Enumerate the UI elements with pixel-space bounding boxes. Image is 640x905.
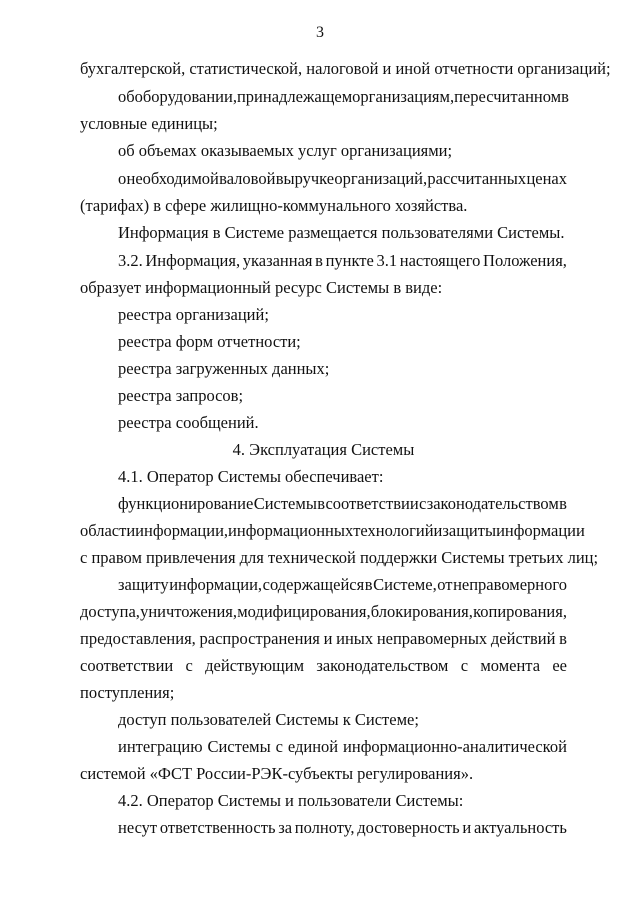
word: информации,	[135, 521, 229, 540]
paragraph-line: доступ пользователей Системы к Системе;	[118, 710, 419, 729]
word: актуальность	[473, 818, 567, 837]
paragraph-line: Информация в Системе размещается пользователями Системы.	[118, 223, 565, 242]
word: полноту,	[294, 818, 355, 837]
word: уничтожения,	[140, 602, 238, 621]
word: интеграцию	[118, 737, 203, 756]
paragraph-line	[118, 494, 567, 514]
word: неправомерного	[453, 575, 567, 594]
word: необходимой	[126, 169, 219, 188]
paragraph-line	[80, 656, 567, 676]
word: функционирование	[118, 494, 254, 513]
word: Системы	[253, 494, 317, 513]
word: и	[323, 629, 333, 648]
list-item: реестра организаций;	[118, 305, 269, 324]
word: законодательством	[426, 494, 559, 513]
paragraph-line	[118, 87, 567, 107]
word: модифицирования,	[237, 602, 371, 621]
word: и	[433, 521, 443, 540]
paragraph-line: поступления;	[80, 683, 175, 702]
word: в	[317, 494, 326, 513]
word: Системы	[207, 737, 271, 756]
word: и	[462, 818, 472, 837]
word: копирования,	[473, 602, 567, 621]
word: информационных	[228, 521, 354, 540]
word: с	[275, 737, 283, 756]
word: рассчитанных	[427, 169, 527, 188]
word: с	[419, 494, 427, 513]
list-item: реестра форм отчетности;	[118, 332, 301, 351]
paragraph-line: 4.2. Оператор Системы и пользователи Системы:	[118, 791, 464, 810]
word: момента	[480, 656, 541, 675]
paragraph-line	[118, 251, 567, 271]
word: информации	[496, 521, 585, 540]
word: законодательством	[316, 656, 449, 675]
paragraph-line	[118, 169, 567, 189]
word: соответствии	[325, 494, 419, 513]
paragraph-line: 4.1. Оператор Системы обеспечивает:	[118, 467, 384, 486]
word: принадлежащем	[236, 87, 353, 106]
paragraph-line	[80, 602, 567, 622]
word: предоставления,	[80, 629, 196, 648]
word: в	[315, 251, 323, 270]
word: за	[278, 818, 293, 837]
paragraph-line: об объемах оказываемых услуг организациями;	[118, 141, 453, 160]
paragraph-line	[80, 629, 567, 649]
paragraph-line	[80, 521, 585, 541]
word: в	[561, 87, 569, 106]
word: действий	[490, 629, 556, 648]
word: единой	[287, 737, 339, 756]
word: организаций,	[334, 169, 428, 188]
paragraph-line: с правом привлечения для технической поддержки Системы третьих лиц;	[80, 548, 599, 567]
word: пункте	[325, 251, 374, 270]
word: действующим	[205, 656, 305, 675]
word: оборудовании,	[134, 87, 237, 106]
list-item: реестра сообщений.	[118, 413, 259, 432]
word: с	[185, 656, 193, 675]
word: доступа,	[80, 602, 140, 621]
paragraph-line: условные единицы;	[80, 114, 218, 133]
word: технологий	[353, 521, 434, 540]
paragraph-line	[118, 818, 567, 838]
paragraph-line: системой «ФСТ России-РЭК-субъекты регулирования».	[80, 764, 474, 783]
word: ее	[552, 656, 567, 675]
word: несут	[118, 818, 158, 837]
word: Информация,	[145, 251, 241, 270]
word: 3.1	[376, 251, 398, 270]
word: указанная	[242, 251, 313, 270]
list-item: реестра запросов;	[118, 386, 244, 405]
word: настоящего	[399, 251, 481, 270]
word: о	[118, 169, 127, 188]
page-number: 3	[316, 24, 324, 41]
word: выручке	[275, 169, 335, 188]
word: информационно-аналитической	[343, 737, 567, 756]
word: Системе,	[373, 575, 437, 594]
word: ответственность	[159, 818, 276, 837]
word: Положения,	[483, 251, 567, 270]
word: организациям,	[352, 87, 455, 106]
word: содержащейся	[262, 575, 365, 594]
paragraph-line	[118, 575, 567, 595]
paragraph-line: (тарифах) в сфере жилищно-коммунального хозяйства.	[80, 196, 468, 215]
word: пересчитанном	[454, 87, 562, 106]
word: защиту	[118, 575, 169, 594]
word: в	[559, 494, 567, 513]
word: достоверность	[357, 818, 460, 837]
word: ценах	[526, 169, 567, 188]
word: об	[118, 87, 135, 106]
word: блокирования,	[370, 602, 473, 621]
word: соответствии	[80, 656, 174, 675]
word: иных	[336, 629, 374, 648]
word: в	[364, 575, 373, 594]
word: распространения	[199, 629, 320, 648]
paragraph-line: образует информационный ресурс Системы в виде:	[80, 278, 443, 297]
word: в	[559, 629, 567, 648]
paragraph-line: бухгалтерской, статистической, налоговой и иной отчетности организаций;	[80, 59, 611, 78]
word: области	[80, 521, 136, 540]
list-item: реестра загруженных данных;	[118, 359, 330, 378]
word: защиты	[442, 521, 497, 540]
section-heading: 4. Эксплуатация Системы	[232, 440, 415, 459]
word: от	[437, 575, 453, 594]
word: 3.2.	[118, 251, 143, 270]
word: валовой	[219, 169, 276, 188]
paragraph-line	[118, 737, 567, 757]
word: с	[460, 656, 469, 675]
word: информации,	[169, 575, 263, 594]
word: неправомерных	[376, 629, 488, 648]
